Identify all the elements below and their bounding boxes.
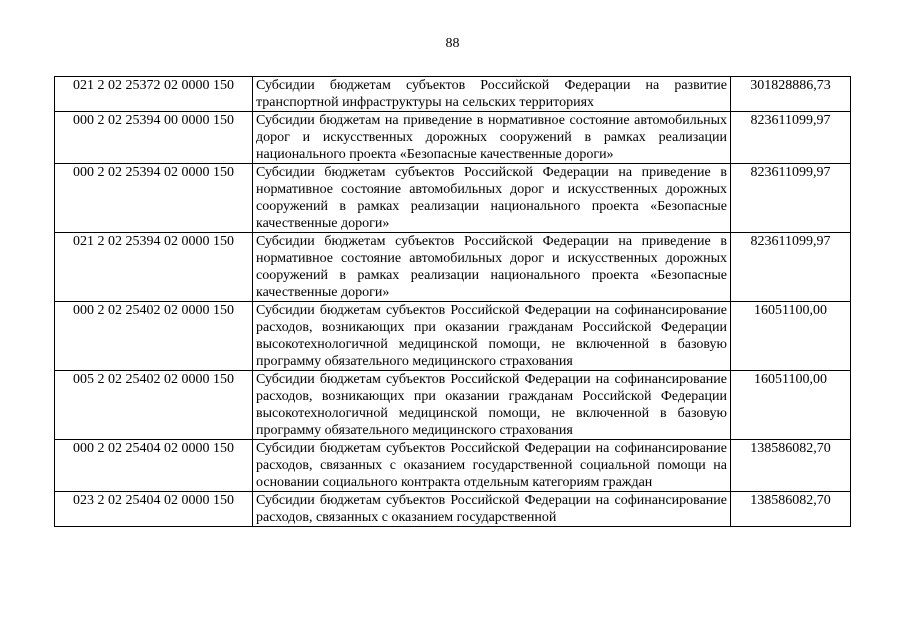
table-row xyxy=(55,77,851,112)
budget-name-cell: Субсидии бюджетам субъектов Российской Федерации на приведение в нормативное состояние автомобильных дорог и искусственных дорожных сооружений в рамках реализации национального проекта «Безопасные качественные дороги» xyxy=(253,164,731,233)
table-row xyxy=(55,164,851,233)
budget-name-cell: Субсидии бюджетам субъектов Российской Федерации на развитие транспортной инфраструктуры на сельских территориях xyxy=(253,77,731,112)
budget-code-cell: 021 2 02 25372 02 0000 150 xyxy=(55,77,253,112)
budget-amount-cell: 823611099,97 xyxy=(731,112,851,164)
budget-amount-cell: 16051100,00 xyxy=(731,302,851,371)
table-row xyxy=(55,233,851,302)
budget-amount-cell: 823611099,97 xyxy=(731,233,851,302)
budget-code-cell: 000 2 02 25394 02 0000 150 xyxy=(55,164,253,233)
budget-code-cell: 005 2 02 25402 02 0000 150 xyxy=(55,371,253,440)
budget-code-cell: 023 2 02 25404 02 0000 150 xyxy=(55,492,253,527)
table-row xyxy=(55,371,851,440)
budget-amount-cell: 138586082,70 xyxy=(731,492,851,527)
budget-amount-cell: 301828886,73 xyxy=(731,77,851,112)
page-number: 88 xyxy=(445,36,460,51)
budget-code-cell: 000 2 02 25402 02 0000 150 xyxy=(55,302,253,371)
budget-name-cell: Субсидии бюджетам субъектов Российской Федерации на приведение в нормативное состояние автомобильных дорог и искусственных дорожных сооружений в рамках реализации национального проекта «Безопасные качественные дороги» xyxy=(253,233,731,302)
budget-code-cell: 021 2 02 25394 02 0000 150 xyxy=(55,233,253,302)
table-row xyxy=(55,492,851,527)
budget-name-cell: Субсидии бюджетам на приведение в нормативное состояние автомобильных дорог и искусственных дорожных сооружений в рамках реализации национального проекта «Безопасные качественные дороги» xyxy=(253,112,731,164)
budget-amount-cell: 138586082,70 xyxy=(731,440,851,492)
budget-amount-cell: 16051100,00 xyxy=(731,371,851,440)
table-row xyxy=(55,112,851,164)
budget-code-cell: 000 2 02 25394 00 0000 150 xyxy=(55,112,253,164)
budget-name-cell: Субсидии бюджетам субъектов Российской Федерации на софинансирование расходов, возникающих при оказании гражданам Российской Федерации высокотехнологичной медицинской помощи, не включенной в базовую программу обязательного медицинского страхования xyxy=(253,302,731,371)
budget-table xyxy=(54,76,851,527)
budget-code-cell: 000 2 02 25404 02 0000 150 xyxy=(55,440,253,492)
budget-name-cell: Субсидии бюджетам субъектов Российской Федерации на софинансирование расходов, связанных с оказанием государственной социальной помощи на основании социального контракта отдельным категориям граждан xyxy=(253,440,731,492)
table-row xyxy=(55,440,851,492)
budget-name-cell: Субсидии бюджетам субъектов Российской Федерации на софинансирование расходов, возникающих при оказании гражданам Российской Федерации высокотехнологичной медицинской помощи, не включенной в базовую программу обязательного медицинского страхования xyxy=(253,371,731,440)
budget-amount-cell: 823611099,97 xyxy=(731,164,851,233)
budget-name-cell: Субсидии бюджетам субъектов Российской Федерации на софинансирование расходов, связанных с оказанием государственной xyxy=(253,492,731,527)
table-row xyxy=(55,302,851,371)
